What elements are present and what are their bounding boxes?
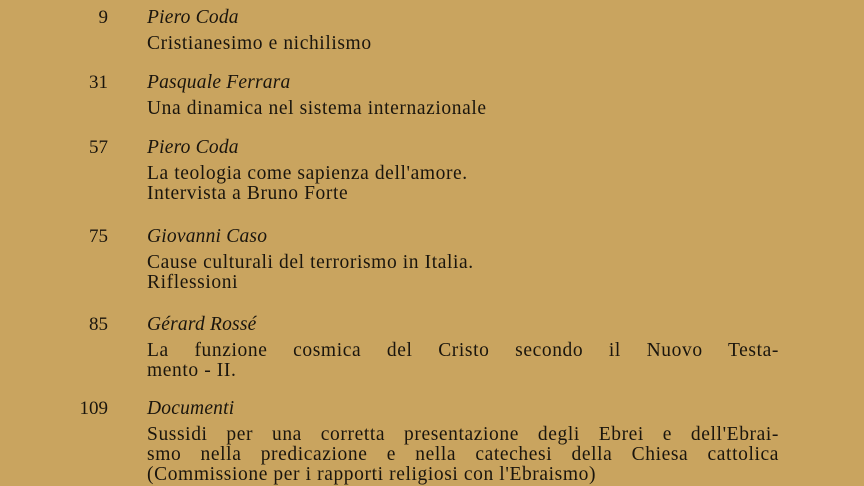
page-number: 85 [89, 314, 108, 335]
author-name: Documenti [147, 398, 235, 419]
article-title-continued: Intervista a Bruno Forte [147, 183, 349, 204]
article-title-continued: mento - II. [147, 360, 237, 381]
page-number: 109 [79, 398, 108, 419]
page-number: 31 [89, 72, 108, 93]
author-name: Piero Coda [147, 137, 239, 158]
article-title: Cristianesimo e nichilismo [147, 33, 372, 54]
document-title-continued: (Commissione per i rapporti religiosi con l'Ebraismo) [147, 464, 597, 485]
document-title: Sussidi per una corretta presentazione degli Ebrei e dell'Ebrai- [147, 424, 779, 445]
page-number: 57 [89, 137, 108, 158]
article-title-continued: Riflessioni [147, 272, 239, 293]
page-number: 75 [89, 226, 108, 247]
document-title-continued: smo nella predicazione e nella catechesi della Chiesa cattolica [147, 444, 779, 465]
article-title: La teologia come sapienza dell'amore. [147, 163, 468, 184]
author-name: Giovanni Caso [147, 226, 268, 247]
article-title: Cause culturali del terrorismo in Italia. [147, 252, 474, 273]
author-name: Piero Coda [147, 7, 239, 28]
author-name: Gérard Rossé [147, 314, 257, 335]
author-name: Pasquale Ferrara [147, 72, 291, 93]
page-number: 9 [98, 7, 108, 28]
article-title: Una dinamica nel sistema internazionale [147, 98, 487, 119]
article-title: La funzione cosmica del Cristo secondo il Nuovo Testa- [147, 340, 779, 361]
